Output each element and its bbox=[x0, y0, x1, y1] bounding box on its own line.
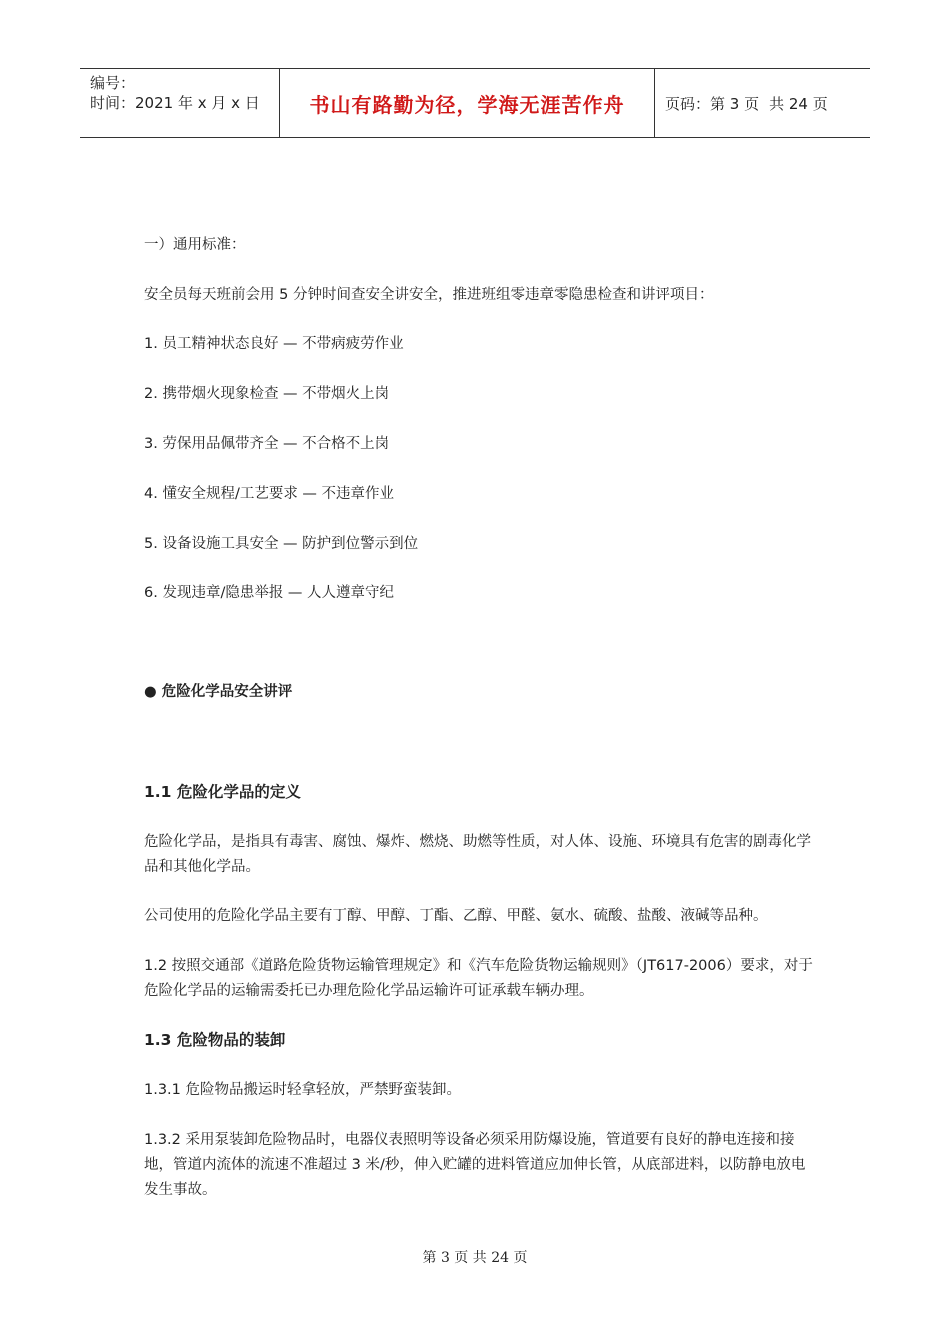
bullet-heading: ● 危险化学品安全讲评 bbox=[144, 684, 293, 700]
header-page-cell bbox=[655, 69, 870, 137]
motto-text: 书山有路勤为径，学海无涯苦作舟 bbox=[309, 92, 625, 117]
paragraph-1-2: 1.2 按照交通部《道路危险货物运输管理规定》和《汽车危险货物运输规则》（JT617-2006）要求，对于危险化学品的运输需委托已办理危险化学品运输许可证承载车辆办理。 bbox=[144, 958, 813, 999]
document-header bbox=[80, 68, 870, 138]
page-footer: 第 3 页 共 24 页 bbox=[422, 1250, 528, 1266]
page-label: 页码：第 3 页 bbox=[665, 94, 760, 113]
section-title: 一）通用标准： bbox=[144, 237, 246, 253]
paragraph-1-3-2: 1.3.2 采用泵装卸危险物品时，电器仪表照明等设备必须采用防爆设施，管道要有良好的静电连接和接地，管道内流体的流速不准超过 3 米/秒，伸入贮罐的进料管道应加伸长管，从底部进料，以防静电放电发生事故。 bbox=[144, 1132, 806, 1198]
list-item: 3. 劳保用品佩带齐全 — 不合格不上岗 bbox=[144, 436, 390, 452]
number-label: 编号： bbox=[90, 74, 136, 92]
list-item: 2. 携带烟火现象检查 — 不带烟火上岗 bbox=[144, 386, 390, 402]
heading-1-1: 1.1 危险化学品的定义 bbox=[144, 783, 301, 801]
paragraph-definition: 危险化学品，是指具有毒害、腐蚀、爆炸、燃烧、助燃等性质，对人体、设施、环境具有危害的剧毒化学品和其他化学品。 bbox=[144, 834, 811, 875]
list-item: 6. 发现违章/隐患举报 — 人人遵章守纪 bbox=[144, 585, 395, 601]
list-item: 5. 设备设施工具安全 — 防护到位警示到位 bbox=[144, 536, 419, 552]
paragraph-chemicals-used: 公司使用的危险化学品主要有丁醇、甲醇、丁酯、乙醇、甲醛、氨水、硫酸、盐酸、液碱等品种。 bbox=[144, 908, 768, 924]
date-label: 时间：2021 年 x 月 x 日 bbox=[90, 94, 260, 112]
header-motto-cell bbox=[280, 69, 655, 137]
paragraph-1-3-1: 1.3.1 危险物品搬运时轻拿轻放，严禁野蛮装卸。 bbox=[144, 1082, 462, 1098]
total-pages-label: 共 24 页 bbox=[769, 94, 828, 113]
list-item: 1. 员工精神状态良好 — 不带病疲劳作业 bbox=[144, 336, 404, 352]
intro-paragraph: 安全员每天班前会用 5 分钟时间查安全讲安全，推进班组零违章零隐患检查和讲评项目： bbox=[144, 287, 714, 303]
list-item: 4. 懂安全规程/工艺要求 — 不违章作业 bbox=[144, 486, 395, 502]
header-meta-cell bbox=[80, 69, 280, 137]
heading-1-3: 1.3 危险物品的装卸 bbox=[144, 1031, 286, 1049]
